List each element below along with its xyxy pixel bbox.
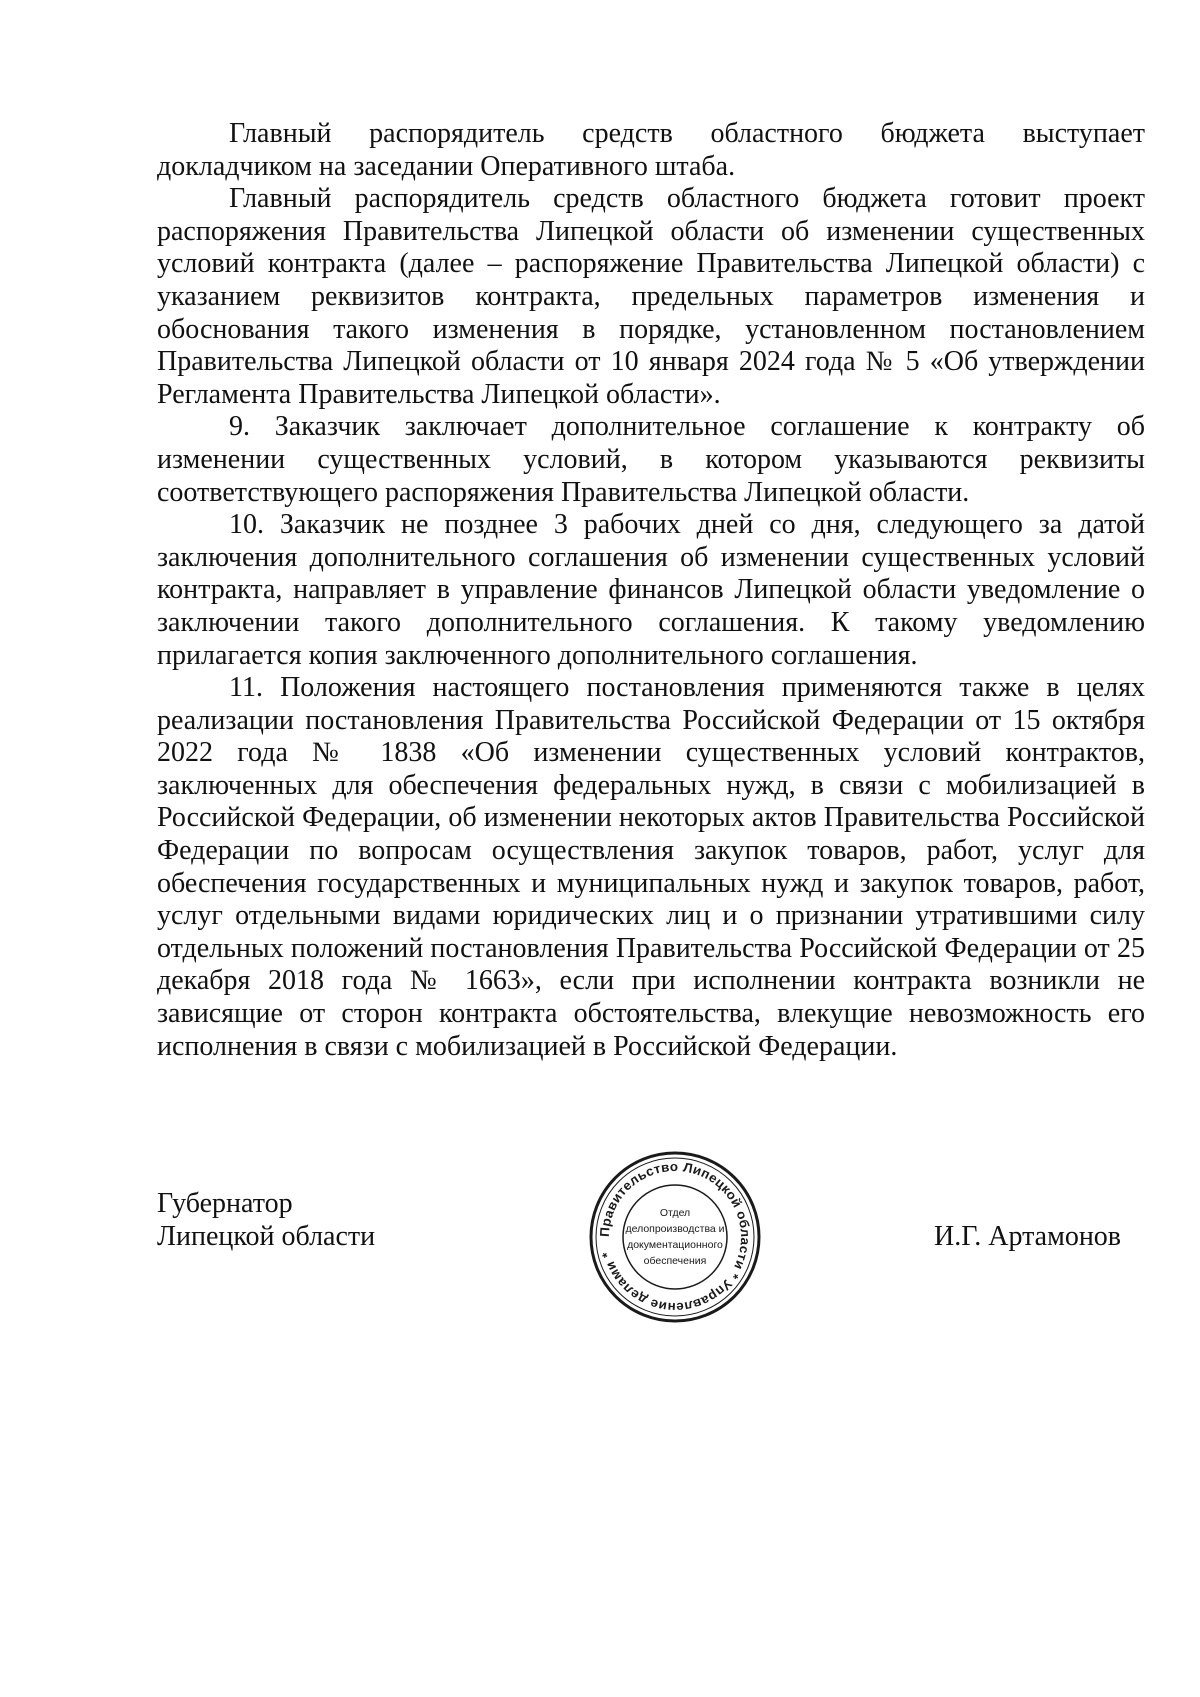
paragraph-item-10: 10. Заказчик не позднее 3 рабочих дней со дня, следующего за датой заключения дополнительного соглашения об изменении существенных условий контракта, направляет в управление финансов Липецкой области уведомление о заключении такого дополнительного соглашения. К такому уведомлению прилагается копия заключенного дополнительного соглашения.: [157, 509, 1145, 671]
paragraph-draft-order: Главный распорядитель средств областного бюджета готовит проект распоряжения Правительства Липецкой области об изменении существенных условий контракта (далее – распоряжение Правительства Липецкой области) с указанием реквизитов контракта, предельных параметров изменения и обоснования такого изменения в порядке, установленном постановлением Правительства Липецкой области от 10 января 2024 года № 5 «Об утверждении Регламента Правительства Липецкой области».: [157, 183, 1145, 410]
seal-graphic: [586, 1148, 764, 1326]
paragraph-item-9: 9. Заказчик заключает дополнительное соглашение к контракту об изменении существенных условий, в котором указываются реквизиты соответствующего распоряжения Правительства Липецкой области.: [157, 411, 1145, 508]
seal-center-line-2: делопроизводства и: [625, 1223, 725, 1235]
seal-center-line-4: обеспечения: [643, 1255, 707, 1267]
seal-ring-textpath: Правительство Липецкой области * Управление делами *: [596, 1158, 754, 1316]
official-seal: [586, 1148, 764, 1326]
seal-center-line-1: Отдел: [659, 1207, 691, 1219]
signatory-title-line-1: Губернатор: [157, 1188, 293, 1219]
paragraph-speaker: Главный распорядитель средств областного бюджета выступает докладчиком на заседании Оперативного штаба.: [157, 118, 1145, 182]
seal-inner-ring: [623, 1185, 727, 1289]
document-body: [157, 118, 1145, 1063]
paragraph-item-11: 11. Положения настоящего постановления применяются также в целях реализации постановления Правительства Российской Федерации от 15 октября 2022 года № 1838 «Об изменении существенных условий контрактов, заключенных для обеспечения федеральных нужд, в связи с мобилизацией в Российской Федерации, об изменении некоторых актов Правительства Российской Федерации по вопросам осуществления закупок товаров, работ, услуг для обеспечения государственных и муниципальных нужд и закупок товаров, работ, услуг отдельными видами юридических лиц и о признании утратившими силу отдельных положений постановления Правительства Российской Федерации от 25 декабря 2018 года № 1663», если при исполнении контракта возникли не зависящие от сторон контракта обстоятельства, влекущие невозможность его исполнения в связи с мобилизацией в Российской Федерации.: [157, 672, 1145, 1062]
seal-outer-ring: [591, 1153, 759, 1321]
seal-ring-text: [597, 1159, 753, 1315]
signatory-name: И.Г. Артамонов: [934, 1221, 1122, 1252]
signatory-title: [157, 1188, 375, 1253]
seal-outer-inner-ring: [596, 1158, 754, 1316]
seal-center-line-3: документационного: [627, 1239, 723, 1251]
signatory-title-line-2: Липецкой области: [157, 1220, 376, 1252]
